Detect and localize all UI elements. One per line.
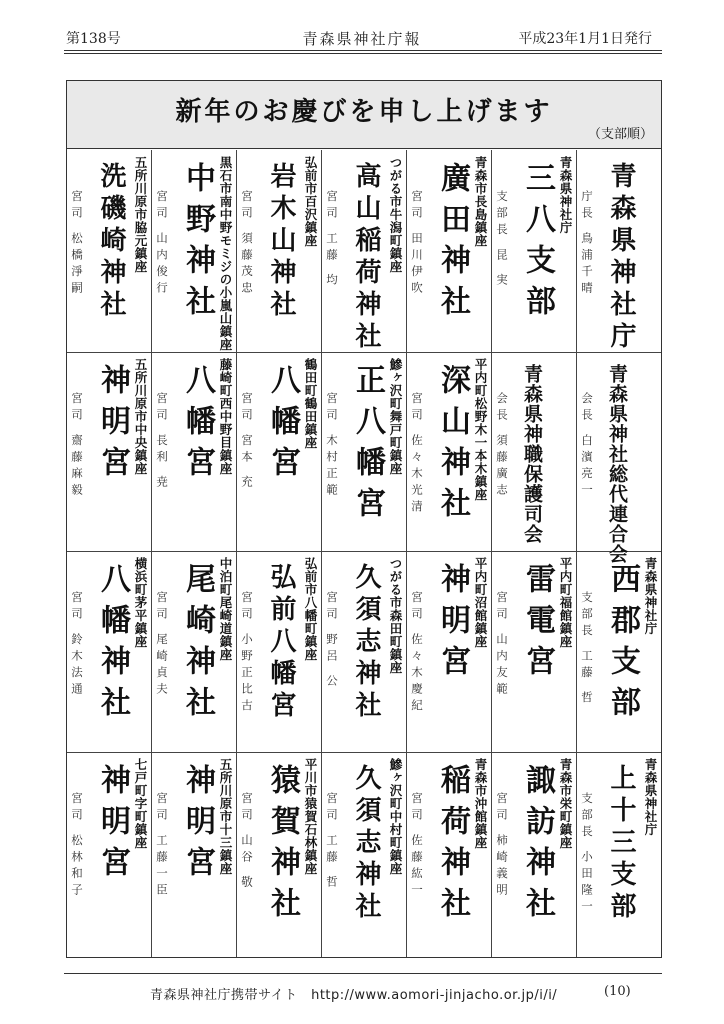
- priest-name: 支部長 昆 実: [495, 190, 509, 290]
- shrine-address: 弘前市八幡町鎮座: [303, 557, 318, 661]
- shrine-name: 高山稲荷神社: [351, 162, 381, 354]
- shrine-name: 神明宮: [435, 563, 470, 686]
- shrine-name: 弘前八幡宮: [266, 563, 296, 723]
- row-divider: [67, 752, 661, 753]
- priest-name: 宮司 工藤一臣: [155, 792, 169, 900]
- shrine-name: 青森県神職保護司会: [521, 364, 543, 544]
- column-divider: [321, 150, 322, 957]
- shrine-address: 平内町沼館鎮座: [473, 557, 488, 648]
- priest-name: 支部長 工藤 哲: [580, 591, 594, 708]
- shrine-address: 青森県神社庁: [558, 156, 573, 234]
- issue-number: 第138号: [66, 31, 121, 47]
- shrine-address: 横浜町茅平鎮座: [133, 557, 148, 648]
- shrine-name: 諏訪神社: [520, 764, 555, 928]
- priest-name: 宮司 齋藤麻毅: [70, 392, 84, 500]
- priest-name: 宮司 工藤 哲: [325, 792, 339, 892]
- footer-rule: [64, 973, 662, 974]
- shrine-address: 青森市長島鎮座: [473, 156, 488, 247]
- column-divider: [406, 150, 407, 957]
- priest-name: 宮司 山谷 敬: [240, 792, 254, 892]
- shrine-address: 青森県神社庁: [643, 758, 658, 836]
- shrine-address: 青森市栄町鎮座: [558, 758, 573, 849]
- shrine-name: 神明宮: [180, 764, 215, 887]
- priest-name: 宮司 佐々木慶紀: [410, 591, 424, 716]
- shrine-name: 洗磯崎神社: [96, 162, 126, 322]
- shrine-name: 神明宮: [95, 364, 130, 487]
- priest-name: 庁長 鳥浦千晴: [580, 190, 594, 298]
- priest-name: 宮司 山内友範: [495, 591, 509, 699]
- shrine-name: 猿賀神社: [265, 764, 300, 928]
- shrine-name: 深山神社: [435, 364, 470, 528]
- shrine-address: 青森市沖館鎮座: [473, 758, 488, 849]
- priest-name: 宮司 山内俊行: [155, 190, 169, 298]
- shrine-address: 七戸町字町鎮座: [133, 758, 148, 849]
- shrine-name: 久須志神社: [351, 764, 381, 924]
- shrine-address: 鰺ヶ沢町中村町鎮座: [388, 758, 403, 875]
- page-number: (10): [604, 984, 631, 999]
- shrine-address: 平川市猿賀石林鎮座: [303, 758, 318, 875]
- priest-name: 宮司 鈴木法通: [70, 591, 84, 699]
- priest-name: 宮司 松林和子: [70, 792, 84, 900]
- footer-site: 青森県神社庁携帯サイト http://www.aomori-jinjacho.or.jp/i/i/: [150, 988, 558, 1003]
- column-divider: [491, 150, 492, 957]
- shrine-name: 上十三支部: [606, 764, 636, 924]
- shrine-address: 中泊町尾崎道鎮座: [218, 557, 233, 661]
- shrine-address: 平内町松野木一本木鎮座: [473, 358, 488, 501]
- shrine-address: 平内町福館鎮座: [558, 557, 573, 648]
- shrine-address: 黒石市南中野モミジの小嵐山鎮座: [218, 156, 233, 351]
- shrine-name: 稲荷神社: [435, 764, 470, 928]
- shrine-name: 八幡神社: [95, 563, 130, 727]
- column-divider: [576, 150, 577, 957]
- column-divider: [236, 150, 237, 957]
- shrine-address: 五所川原市中央鎮座: [133, 358, 148, 475]
- priest-name: 宮司 宮本 充: [240, 392, 254, 492]
- publication-title: 青森県神社庁報: [302, 30, 422, 48]
- shrine-address: 弘前市百沢鎮座: [303, 156, 318, 247]
- shrine-name: 青森県神社庁: [606, 162, 636, 354]
- publication-date: 平成23年1月1日発行: [518, 31, 652, 47]
- priest-name: 宮司 野呂 公: [325, 591, 339, 691]
- header-rule-bottom: [64, 53, 662, 54]
- header-rule-top: [64, 50, 662, 51]
- priest-name: 宮司 木村正範: [325, 392, 339, 500]
- shrine-address: つがる市森田町鎮座: [388, 557, 403, 674]
- priest-name: 会長 白濱亮一: [580, 392, 594, 500]
- priest-name: 宮司 佐藤紘一: [410, 792, 424, 900]
- priest-name: 宮司 松橋淨嗣: [70, 190, 84, 298]
- shrine-name: 西郡支部: [605, 563, 640, 727]
- shrine-address: 鰺ヶ沢町舞戸町鎮座: [388, 358, 403, 475]
- shrine-address: 青森県神社庁: [643, 557, 658, 635]
- shrine-name: 尾崎神社: [180, 563, 215, 727]
- row-divider: [67, 551, 661, 552]
- greeting-banner: [67, 81, 661, 149]
- shrine-name: 廣田神社: [435, 162, 470, 326]
- shrine-address: 藤崎町西中野目鎮座: [218, 358, 233, 475]
- priest-name: 宮司 尾崎貞夫: [155, 591, 169, 699]
- priest-name: 宮司 長利 尭: [155, 392, 169, 492]
- shrine-address: 五所川原市十三鎮座: [218, 758, 233, 875]
- banner-title: 新年のお慶びを申し上げます: [175, 97, 553, 127]
- shrine-name: 久須志神社: [351, 563, 381, 723]
- priest-name: 宮司 田川伊吹: [410, 190, 424, 298]
- priest-name: 会長 須藤廣志: [495, 392, 509, 500]
- shrine-name: 岩木山神社: [266, 162, 296, 322]
- priest-name: 宮司 小野正比古: [240, 591, 254, 716]
- shrine-name: 八幡宮: [180, 364, 215, 487]
- column-divider: [151, 150, 152, 957]
- shrine-address: 鶴田町鶴田鎮座: [303, 358, 318, 449]
- priest-name: 宮司 須藤茂忠: [240, 190, 254, 298]
- priest-name: 宮司 佐々木光清: [410, 392, 424, 517]
- banner-note: （支部順）: [587, 127, 653, 142]
- priest-name: 宮司 柿崎義明: [495, 792, 509, 900]
- shrine-name: 正八幡宮: [350, 364, 385, 528]
- shrine-name: 雷電宮: [520, 563, 555, 686]
- shrine-address: 五所川原市脇元鎮座: [133, 156, 148, 273]
- shrine-name: 神明宮: [95, 764, 130, 887]
- shrine-name: 青森県神社総代連合会: [606, 364, 628, 564]
- shrine-name: 八幡宮: [265, 364, 300, 487]
- shrine-name: 中野神社: [180, 162, 215, 326]
- priest-name: 支部長 小田隆一: [580, 792, 594, 917]
- shrine-name: 三八支部: [520, 162, 555, 326]
- priest-name: 宮司 工藤 均: [325, 190, 339, 290]
- shrine-address: つがる市牛潟町鎮座: [388, 156, 403, 273]
